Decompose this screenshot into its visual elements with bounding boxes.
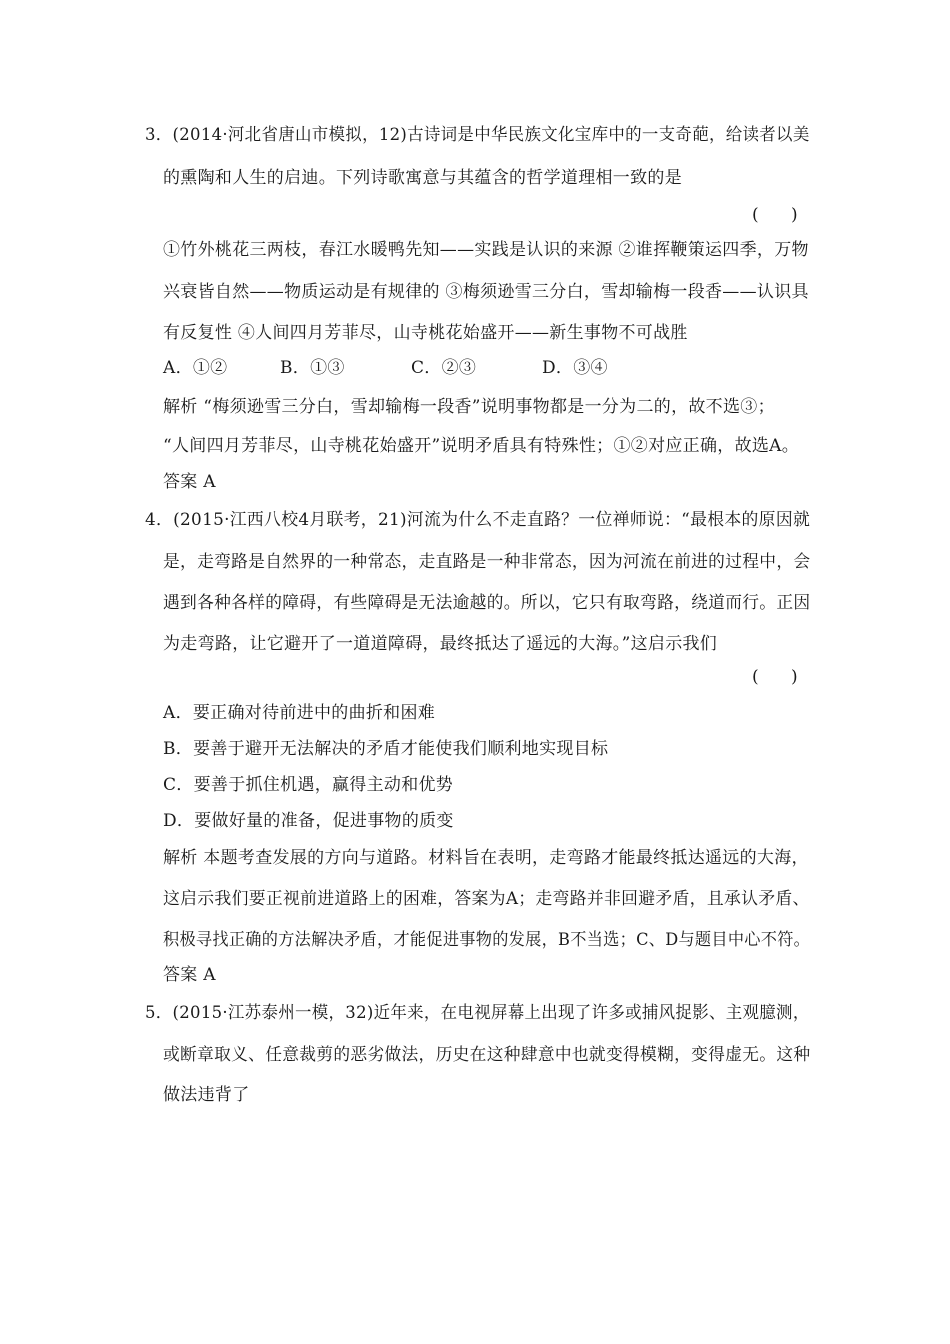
q4-answer: 答案 A <box>163 965 216 985</box>
q3-analysis-line-1: 解析 “梅须逊雪三分白，雪却输梅一段香”说明事物都是一分为二的，故不选③； <box>163 397 775 417</box>
q4-option-b: B．要善于避开无法解决的矛盾才能使我们顺利地实现目标 <box>163 739 609 759</box>
q4-analysis-line-1: 解析 本题考查发展的方向与道路。材料旨在表明，走弯路才能最终抵达遥远的大海， <box>163 848 809 868</box>
q5-stem-line-2: 或断章取义、任意裁剪的恶劣做法，历史在这种肆意中也就变得模糊，变得虚无。这种 <box>163 1045 811 1065</box>
q3-statement-line-2: 兴衰皆自然——物质运动是有规律的 ③梅须逊雪三分白，雪却输梅一段香——认识具 <box>163 282 809 302</box>
q4-analysis-line-2: 这启示我们要正视前进道路上的困难，答案为A；走弯路并非回避矛盾，且承认矛盾、 <box>163 889 810 909</box>
q5-stem-line-3: 做法违背了 <box>163 1085 250 1105</box>
q4-analysis-line-3: 积极寻找正确的方法解决矛盾，才能促进事物的发展，B不当选；C、D与题目中心不符。 <box>163 930 811 950</box>
q4-option-a: A．要正确对待前进中的曲折和困难 <box>163 703 436 723</box>
q3-analysis-line-2: “人间四月芳菲尽，山寺桃花始盛开”说明矛盾具有特殊性；①②对应正确，故选A。 <box>163 436 800 456</box>
q3-statement-line-3: 有反复性 ④人间四月芳菲尽，山寺桃花始盛开——新生事物不可战胜 <box>163 323 688 343</box>
q3-answer-bracket: ( ) <box>752 205 798 225</box>
q3-answer: 答案 A <box>163 472 216 492</box>
q4-stem-line-1: 4．(2015·江西八校4月联考，21)河流为什么不走直路？一位禅师说：“最根本的原因就 <box>145 510 811 530</box>
q5-stem-line-1: 5．(2015·江苏泰州一模，32)近年来，在电视屏幕上出现了许多或捕风捉影、主观臆测， <box>145 1003 810 1023</box>
q4-stem-line-2: 是，走弯路是自然界的一种常态，走直路是一种非常态，因为河流在前进的过程中，会 <box>163 552 811 572</box>
q3-stem-line-1: 3．(2014·河北省唐山市模拟，12)古诗词是中华民族文化宝库中的一支奇葩，给读者以美 <box>145 125 810 145</box>
q3-option-b: B．①③ <box>280 358 345 378</box>
q3-statement-line-1: ①竹外桃花三两枝，春江水暖鸭先知——实践是认识的来源 ②谁挥鞭策运四季，万物 <box>163 240 809 260</box>
q4-option-c: C．要善于抓住机遇，赢得主动和优势 <box>163 775 454 795</box>
q3-options <box>163 358 608 378</box>
q3-stem-line-2: 的熏陶和人生的启迪。下列诗歌寓意与其蕴含的哲学道理相一致的是 <box>163 168 682 188</box>
q3-option-d: D．③④ <box>542 358 608 378</box>
q3-option-c: C．②③ <box>411 358 477 378</box>
q3-option-a: A．①② <box>163 358 228 378</box>
q4-answer-bracket: ( ) <box>752 667 798 687</box>
q4-stem-line-3: 遇到各种各样的障碍，有些障碍是无法逾越的。所以，它只有取弯路，绕道而行。正因 <box>163 593 811 613</box>
q4-option-d: D．要做好量的准备，促进事物的质变 <box>163 811 454 831</box>
q4-stem-line-4: 为走弯路，让它避开了一道道障碍，最终抵达了遥远的大海。”这启示我们 <box>163 634 718 654</box>
